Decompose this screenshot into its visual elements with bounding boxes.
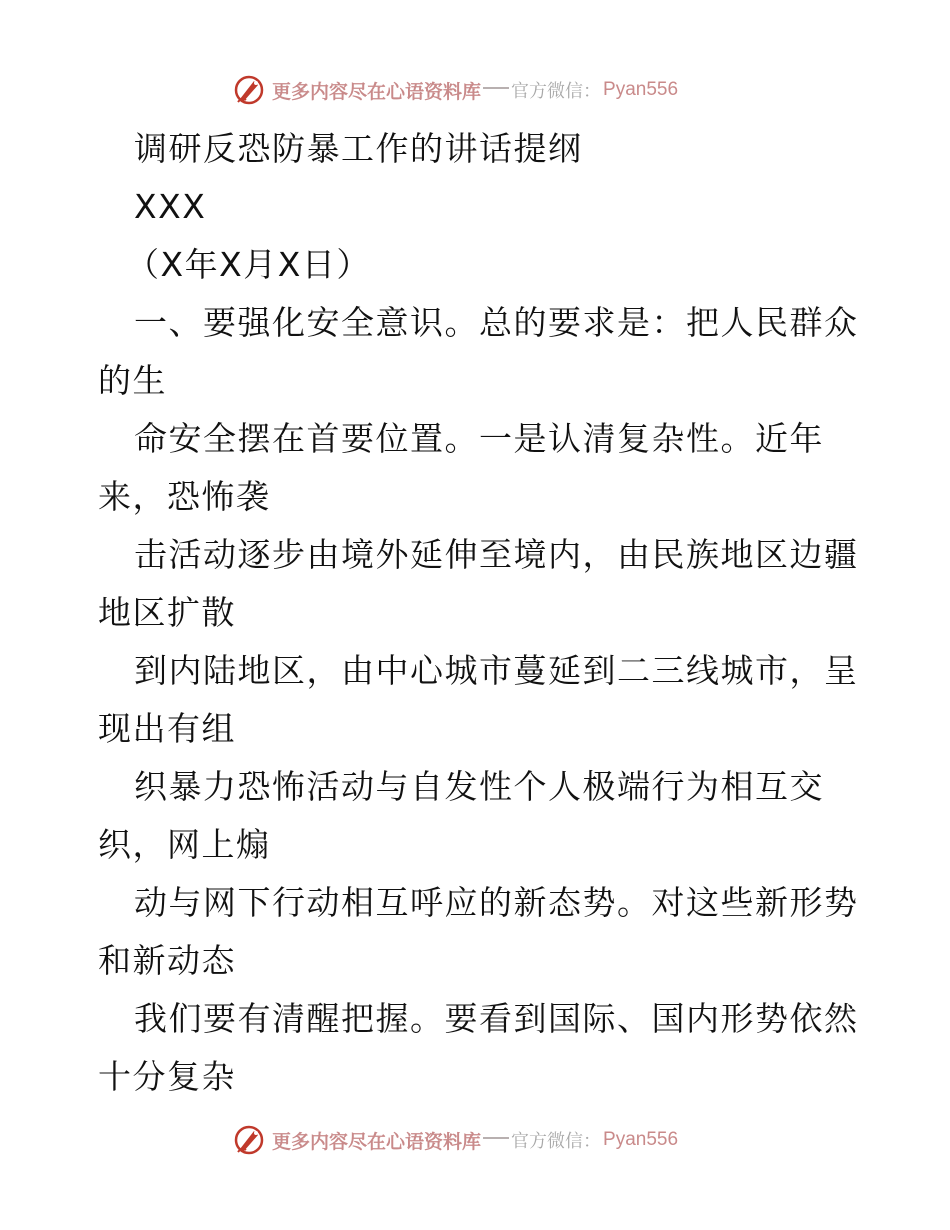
- body-line: 十分复杂: [98, 1057, 236, 1096]
- document-title: 调研反恐防暴工作的讲话提纲: [134, 129, 583, 168]
- pen-logo-icon: [232, 73, 266, 107]
- body-line: 到内陆地区，由中心城市蔓延到二三线城市，呈: [134, 651, 859, 690]
- body-line: 地区扩散: [98, 593, 236, 632]
- body-line: 击活动逐步由境外延伸至境内，由民族地区边疆: [134, 535, 859, 574]
- body-line: 我们要有清醒把握。要看到国际、国内形势依然: [134, 999, 859, 1038]
- banner-wechat-label: 官方微信：: [511, 81, 602, 102]
- header-watermark-banner: [232, 70, 678, 110]
- body-line: 一、要强化安全意识。总的要求是：把人民群众: [134, 303, 859, 342]
- body-line: 命安全摆在首要位置。一是认清复杂性。近年: [134, 419, 824, 458]
- body-line: 的生: [98, 361, 167, 400]
- document-author: XXX: [134, 187, 207, 226]
- banner-dash: [483, 1137, 509, 1139]
- body-line: 和新动态: [98, 941, 236, 980]
- pen-logo-icon: [232, 1123, 266, 1157]
- body-line: 来，恐怖袭: [98, 477, 271, 516]
- banner-dash: [483, 87, 509, 89]
- document-body: [98, 120, 888, 1106]
- banner-text: 更多内容尽在心语资料库: [272, 1130, 482, 1153]
- banner-wechat-id: Pyan556: [603, 1129, 679, 1150]
- document-date: （X年X月X日）: [126, 245, 371, 284]
- banner-text: 更多内容尽在心语资料库: [272, 80, 482, 103]
- body-line: 织暴力恐怖活动与自发性个人极端行为相互交: [134, 767, 824, 806]
- banner-wechat-label: 官方微信：: [511, 1131, 602, 1152]
- banner-wechat-id: Pyan556: [603, 79, 679, 100]
- body-line: 现出有组: [98, 709, 236, 748]
- body-line: 织，网上煽: [98, 825, 271, 864]
- body-lines: [98, 294, 888, 1106]
- footer-watermark-banner: [232, 1120, 678, 1160]
- body-line: 动与网下行动相互呼应的新态势。对这些新形势: [134, 883, 859, 922]
